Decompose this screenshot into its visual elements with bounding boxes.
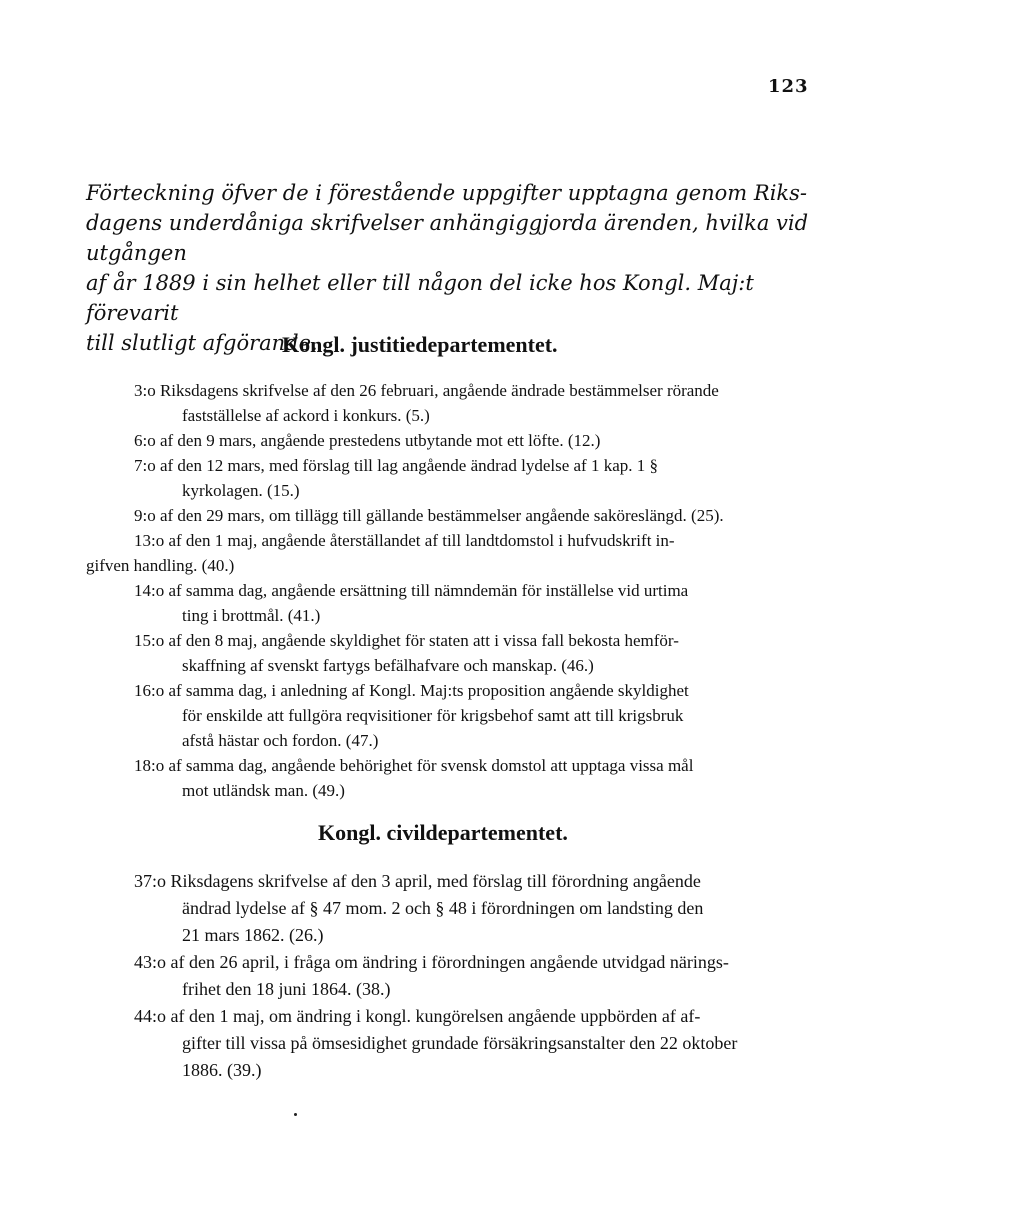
entry-continuation-line: för enskilde att fullgöra reqvisitioner för krigsbehof samt att till krigsbruk — [182, 706, 684, 725]
entry-item — [134, 628, 834, 678]
entry-first-line: 43:o af den 26 april, i fråga om ändring i förordningen angående utvidgad närings- — [134, 952, 729, 972]
entry-first-line: 14:o af samma dag, angående ersättning till nämndemän för inställelse vid urtima — [134, 581, 689, 600]
entry-first-line: 18:o af samma dag, angående behörighet för svensk domstol att upptaga vissa mål — [134, 756, 694, 775]
section-entries-civil — [134, 868, 844, 1084]
entry-continuation-line: afstå hästar och fordon. (47.) — [182, 731, 379, 750]
entry-item — [134, 868, 844, 949]
intro-line: dagens underdåniga skrifvelser anhängiggjorda ärenden, hvilka vid utgången — [86, 211, 809, 265]
entry-first-line: 3:o Riksdagens skrifvelse af den 26 februari, angående ändrade bestämmelser rörande — [134, 381, 719, 400]
entry-continuation-line: fastställelse af ackord i konkurs. (5.) — [182, 406, 430, 425]
entry-item — [134, 753, 834, 803]
ink-speck — [294, 1113, 297, 1116]
entry-first-line: 6:o af den 9 mars, angående prestedens utbytande mot ett löfte. (12.) — [134, 431, 601, 450]
entry-item — [86, 528, 834, 578]
entry-first-line: 7:o af den 12 mars, med förslag till lag angående ändrad lydelse af 1 kap. 1 § — [134, 456, 658, 475]
entry-item — [134, 1003, 844, 1084]
entry-item — [134, 428, 834, 453]
entry-first-line: 37:o Riksdagens skrifvelse af den 3 april, med förslag till förordning angående — [134, 871, 701, 891]
entry-first-line: 9:o af den 29 mars, om tillägg till gällande bestämmelser angående saköreslängd. (25). — [134, 506, 724, 525]
entry-continuation-line: ting i brottmål. (41.) — [182, 606, 321, 625]
entry-item — [134, 949, 844, 1003]
entry-continuation-line: mot utländsk man. (49.) — [182, 781, 345, 800]
entry-item — [134, 678, 834, 753]
entry-continuation-line: 1886. (39.) — [182, 1060, 262, 1080]
intro-line: till slutligt afgörande. — [86, 331, 318, 355]
intro-line: Förteckning öfver de i förestående uppgifter upptagna genom Riks- — [86, 181, 808, 205]
entry-continuation-line: skaffning af svenskt fartygs befälhafvare och manskap. (46.) — [182, 656, 594, 675]
section-heading-justitie: Kongl. justitiedepartementet. — [282, 332, 558, 357]
section-heading-civil: Kongl. civildepartementet. — [318, 820, 568, 845]
page-number: 123 — [768, 76, 809, 97]
entry-continuation-line: gifven handling. (40.) — [86, 556, 235, 575]
entry-item — [134, 453, 834, 503]
entry-first-line: 15:o af den 8 maj, angående skyldighet för staten att i vissa fall bekosta hemför- — [134, 631, 679, 650]
intro-line: af år 1889 i sin helhet eller till någon del icke hos Kongl. Maj:t förevarit — [86, 271, 754, 325]
entry-first-line: 44:o af den 1 maj, om ändring i kongl. kungörelsen angående uppbörden af af- — [134, 1006, 701, 1026]
entry-first-line: 13:o af den 1 maj, angående återställandet af till landtdomstol i hufvudskrift in- — [134, 531, 675, 550]
entry-continuation-line: gifter till vissa på ömsesidighet grundade försäkringsanstalter den 22 oktober — [182, 1033, 738, 1053]
entry-continuation-line: ändrad lydelse af § 47 mom. 2 och § 48 i förordningen om landsting den — [182, 898, 704, 918]
entry-item — [134, 578, 834, 628]
entry-item — [134, 503, 834, 528]
entry-continuation-line: kyrkolagen. (15.) — [182, 481, 300, 500]
intro-paragraph — [86, 178, 846, 358]
entry-continuation-line: 21 mars 1862. (26.) — [182, 925, 324, 945]
entry-continuation-line: frihet den 18 juni 1864. (38.) — [182, 979, 391, 999]
entry-first-line: 16:o af samma dag, i anledning af Kongl. Maj:ts proposition angående skyldighet — [134, 681, 689, 700]
entry-item — [134, 378, 834, 428]
section-entries-justitie — [86, 378, 834, 803]
